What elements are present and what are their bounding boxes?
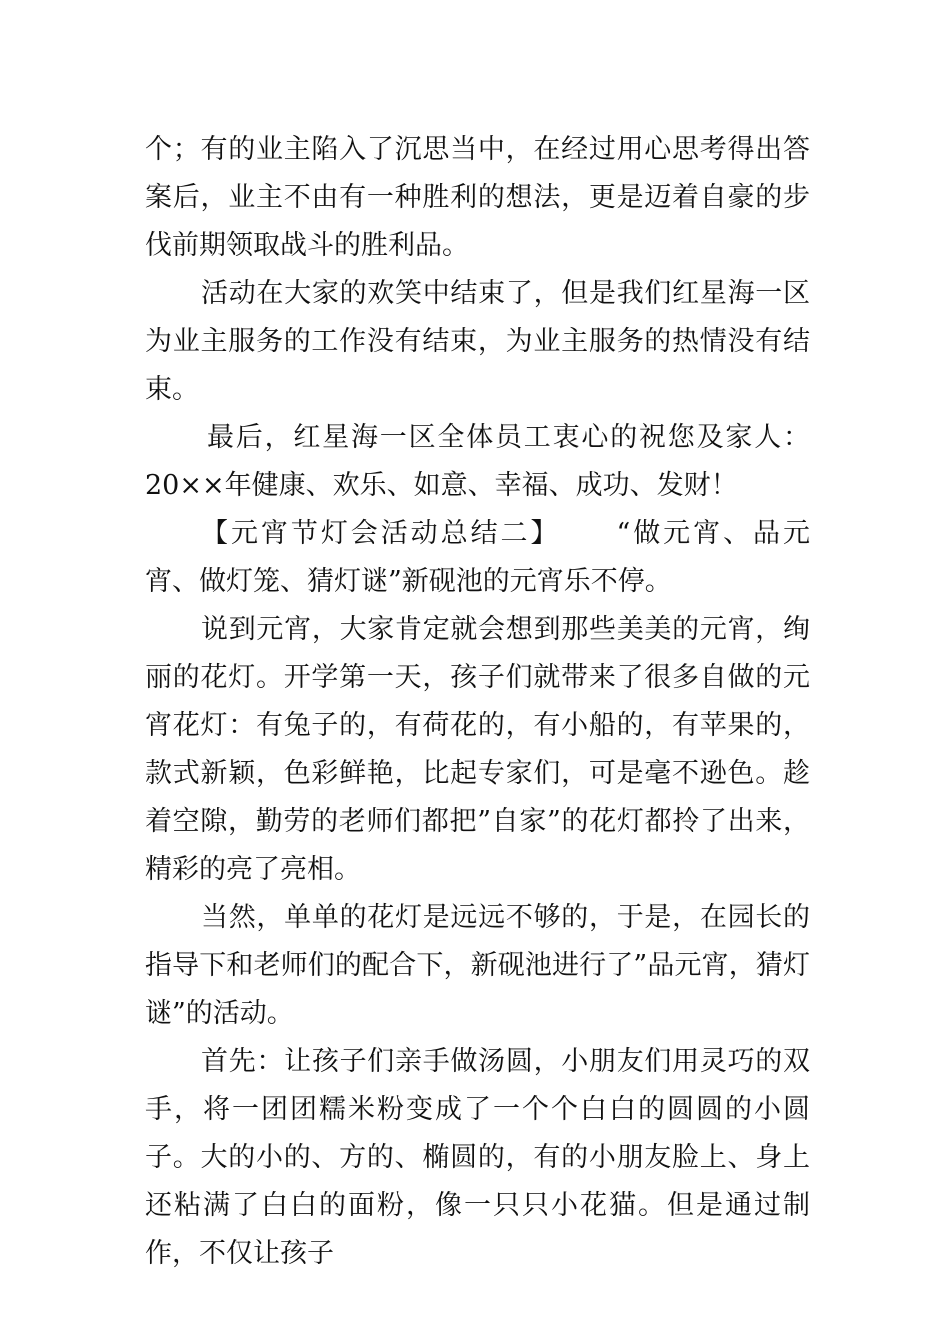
paragraph-lanterns: 说到元宵，大家肯定就会想到那些美美的元宵，绚丽的花灯。开学第一天，孩子们就带来了很多自做的元宵花灯：有兔子的，有荷花的，有小船的，有苹果的，款式新颖，色彩鲜艳，比起专家们，可是毫不逊色。趁着空隙，勤劳的老师们都把”自家”的花灯都拎了出来，精彩的亮了亮相。 [145, 614, 810, 885]
section-subtitle: “做元宵、品元宵、做灯笼、猜灯谜”新砚池的元宵乐不停。 [145, 518, 811, 597]
paragraph-riddles: 当然，单单的花灯是远远不够的，于是，在园长的指导下和老师们的配合下，新砚池进行了”品元宵，猜灯谜”的活动。 [145, 902, 810, 1029]
paragraph-continuation: 个；有的业主陷入了沉思当中，在经过用心思考得出答案后，业主不由有一种胜利的想法，更是迈着自豪的步伐前期领取战斗的胜利品。 [145, 134, 810, 261]
paragraph-summary-two [145, 510, 810, 606]
paragraph-activity-end: 活动在大家的欢笑中结束了，但是我们红星海一区为业主服务的工作没有结束，为业主服务的热情没有结束。 [145, 278, 810, 405]
document-body [145, 126, 810, 1278]
paragraph-tangyuan: 首先：让孩子们亲手做汤圆，小朋友们用灵巧的双手，将一团团糯米粉变成了一个个白白的圆圆的小圆子。大的小的、方的、椭圆的，有的小朋友脸上、身上还粘满了白白的面粉，像一只只小花猫。但是通过制作，不仅让孩子 [145, 1046, 810, 1269]
section-heading: 【元宵节灯会活动总结二】 [201, 518, 561, 549]
paragraph-blessing: 最后，红星海一区全体员工衷心的祝您及家人：20××年健康、欢乐、如意、幸福、成功、发财！ [145, 422, 810, 501]
